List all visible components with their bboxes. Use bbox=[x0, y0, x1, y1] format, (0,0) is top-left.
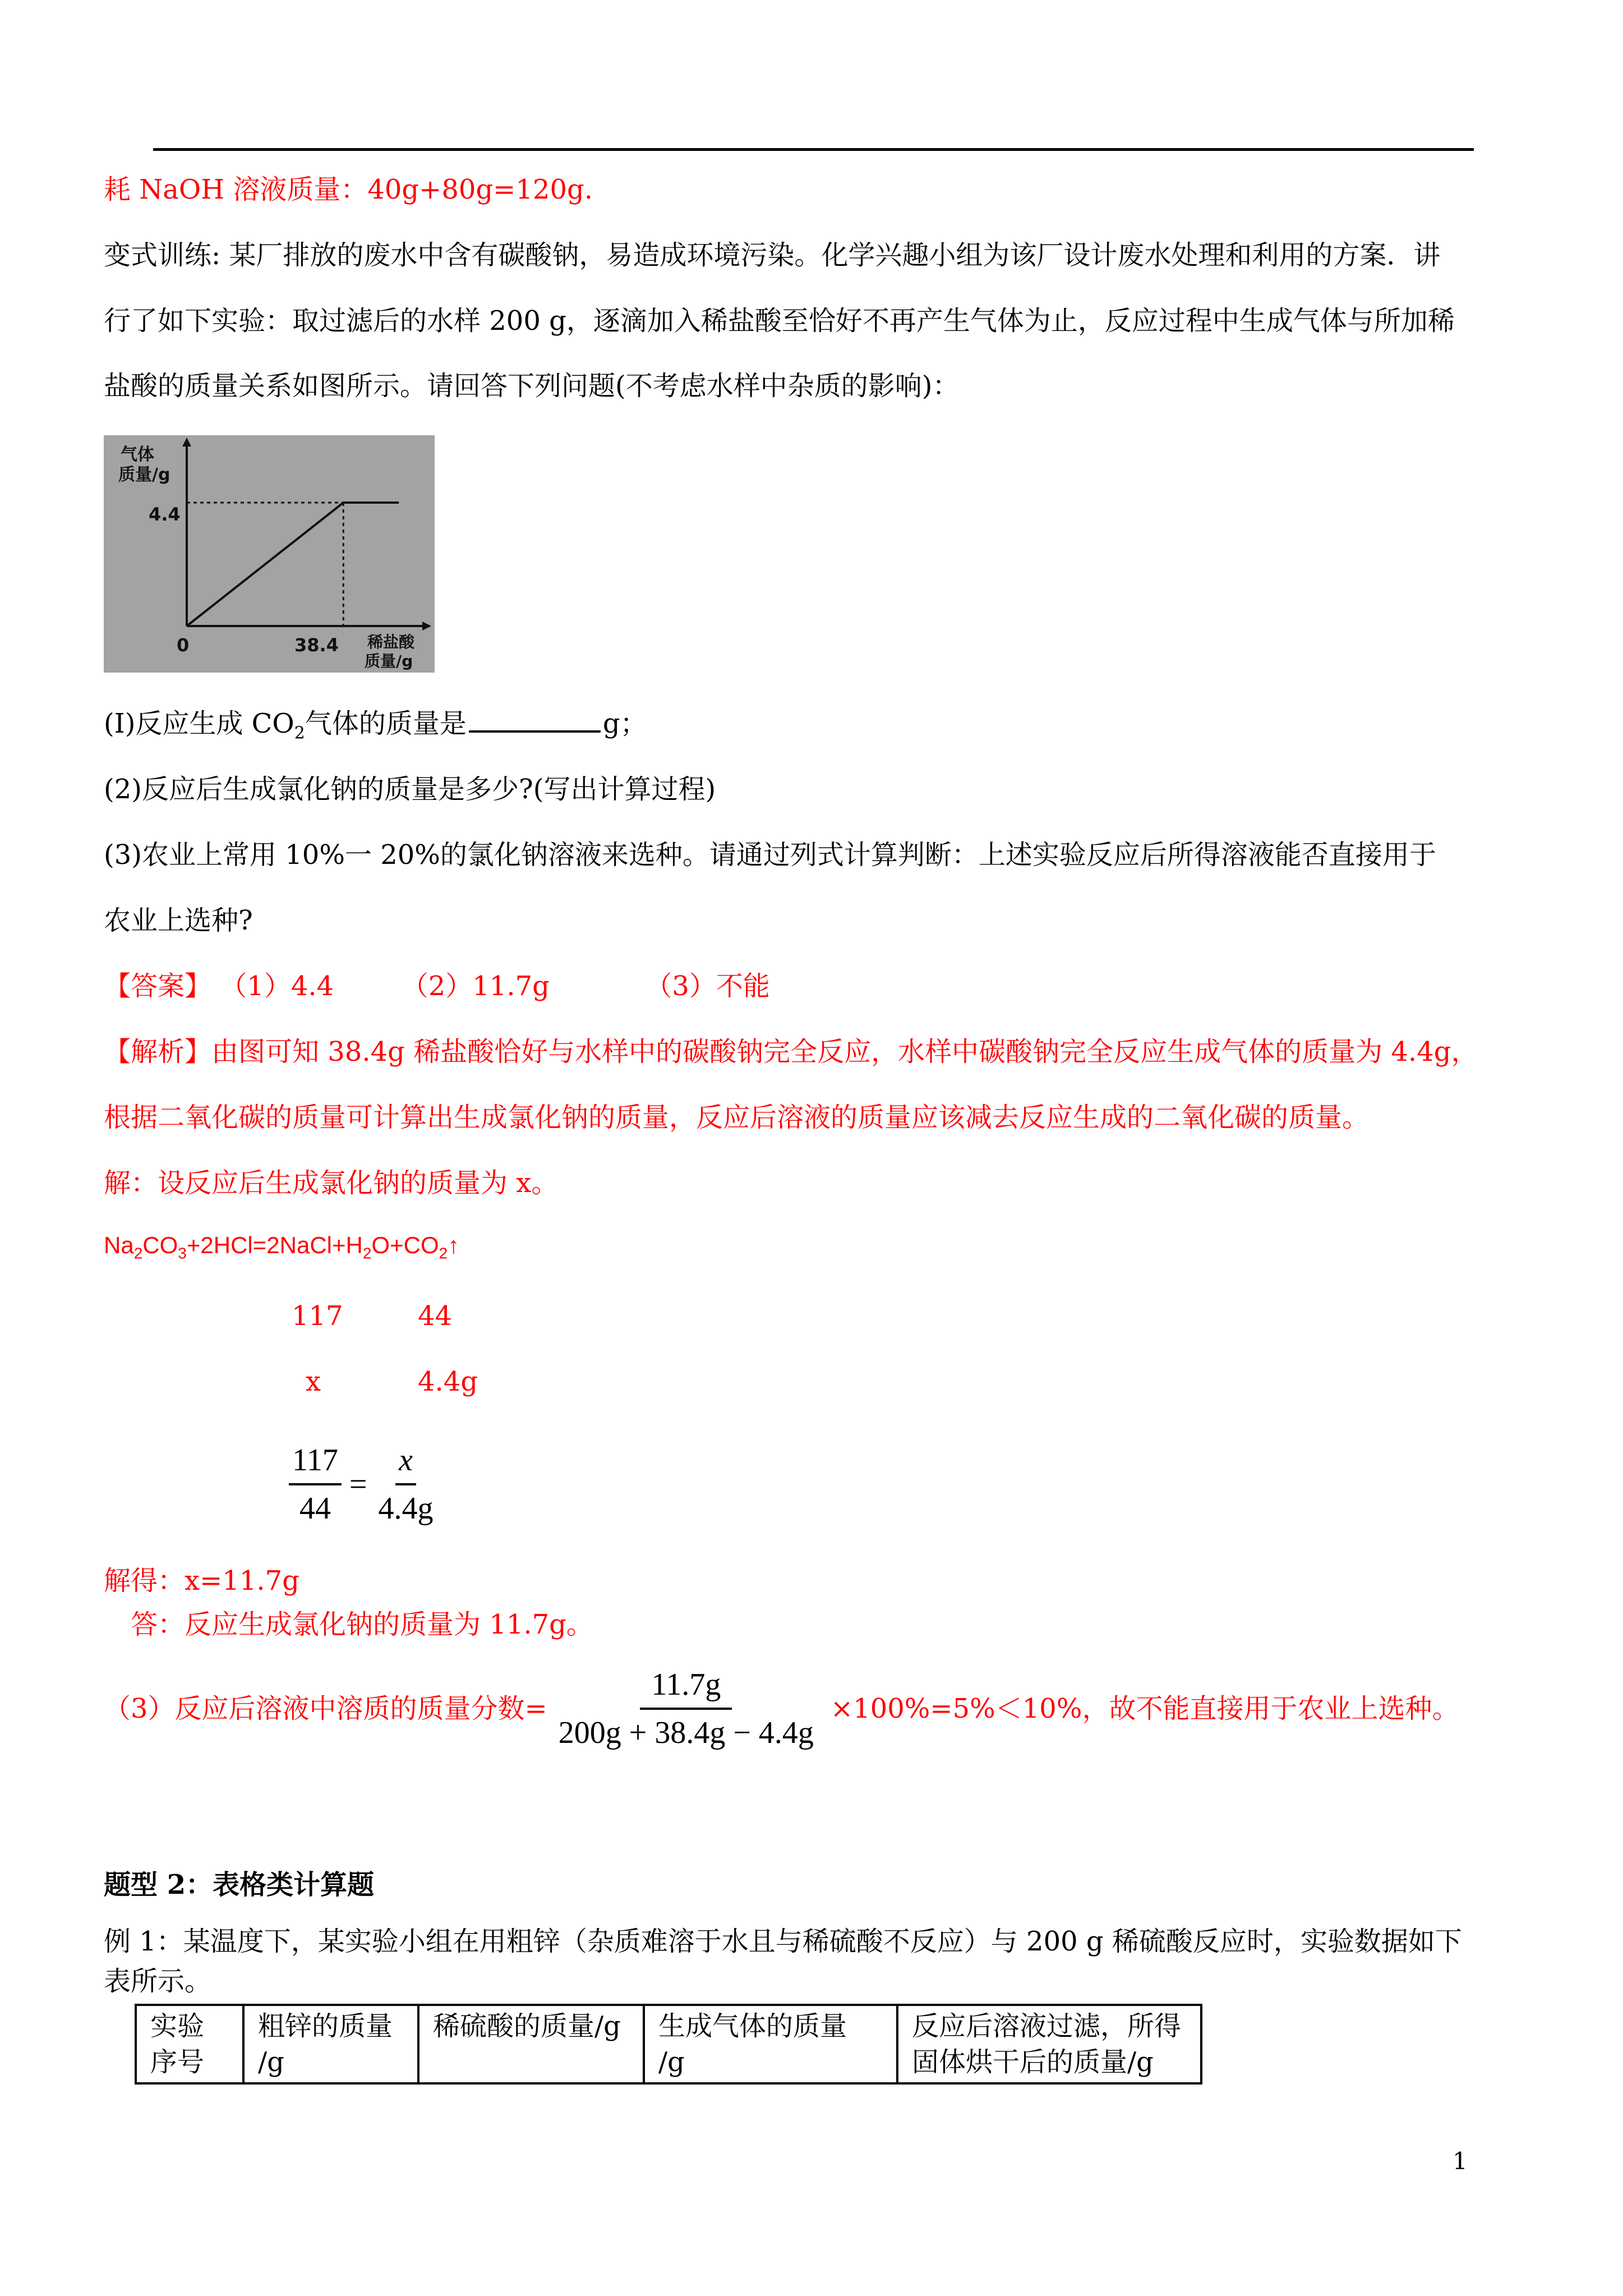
header-rule bbox=[153, 148, 1474, 151]
chart-origin-label: 0 bbox=[177, 634, 190, 656]
q1-middle: 气体的质量是 bbox=[305, 708, 467, 739]
chemical-equation bbox=[104, 1230, 459, 1269]
question-1 bbox=[104, 707, 647, 751]
eq-part-4: O+CO bbox=[371, 1232, 439, 1258]
eq-sub-3: 2 bbox=[362, 1244, 372, 1262]
eq-part-3: +2HCl=2NaCl+H bbox=[186, 1232, 363, 1258]
q1-unit: g； bbox=[602, 708, 647, 739]
series-line bbox=[187, 503, 399, 626]
table-header-cell: 稀硫酸的质量/g bbox=[418, 2005, 644, 2083]
solution-setup: 解：设反应后生成氯化钠的质量为 x。 bbox=[104, 1167, 559, 1199]
table-header-row bbox=[136, 2005, 1201, 2083]
experiment-table bbox=[135, 2004, 1202, 2085]
answer-tag: 【答案】 bbox=[104, 970, 212, 1002]
mass-fraction-suffix: ×100%=5%＜10%，故不能直接用于农业上选种。 bbox=[830, 1693, 1459, 1724]
question-3-line-1: (3)农业上常用 10%一 20%的氯化钠溶液来选种。请通过列式计算判断：上述实验反应后所得溶液能否直接用于 bbox=[104, 839, 1436, 871]
chart-svg bbox=[104, 435, 435, 673]
chart-x-tick-label: 38.4 bbox=[294, 634, 339, 656]
chart-ylabel-line2: 质量/g bbox=[118, 465, 170, 485]
intro-line-2: 行了如下实验：取过滤后的水样 200 g，逐滴加入稀盐酸至恰好不再产生气体为止，反应过程中生成气体与所加稀 bbox=[104, 305, 1455, 337]
previous-answer-line: 耗 NaOH 溶液质量：40g+80g=120g. bbox=[104, 174, 593, 205]
mass-fraction-prefix: （3）反应后溶液中溶质的质量分数= bbox=[104, 1693, 547, 1724]
ratio-row-2-right: 4.4g bbox=[418, 1366, 478, 1397]
chart-y-tick-label: 4.4 bbox=[149, 504, 181, 525]
table-header-cell: 生成气体的质量 /g bbox=[644, 2005, 897, 2083]
question-3-line-2: 农业上选种? bbox=[104, 905, 253, 936]
chart-ylabel-line1: 气体 bbox=[121, 445, 154, 464]
intro-line-1: 变式训练: 某厂排放的废水中含有碳酸钠，易造成环境污染。化学兴趣小组为该厂设计废水处理和利用的方案．讲 bbox=[104, 240, 1441, 271]
analysis-tag: 【解析】 bbox=[104, 1036, 212, 1068]
gas-mass-chart bbox=[104, 435, 435, 673]
intro-line-3: 盐酸的质量关系如图所示。请回答下列问题(不考虑水样中杂质的影响)： bbox=[104, 370, 960, 402]
table-header-cell: 实验 序号 bbox=[136, 2005, 243, 2083]
eq-part-2: CO bbox=[142, 1232, 178, 1258]
fraction-left: $\frac{117}{44}$ bbox=[289, 1441, 342, 1528]
example-line-2: 表所示。 bbox=[104, 1966, 212, 1997]
example-line-1: 例 1：某温度下，某实验小组在用粗锌（杂质难溶于水且与稀硫酸不反应）与 200 g 稀硫酸反应时，实验数据如下 bbox=[104, 1926, 1462, 1957]
eq-sub-2: 3 bbox=[178, 1244, 187, 1262]
q1-prefix: (I)反应生成 CO bbox=[104, 708, 294, 739]
analysis-line-1 bbox=[104, 1035, 1478, 1069]
chart-xlabel-line1: 稀盐酸 bbox=[367, 633, 415, 651]
equals-sign: = bbox=[349, 1467, 367, 1502]
q1-answer-blank[interactable] bbox=[469, 708, 601, 733]
eq-part-1: Na bbox=[104, 1232, 134, 1258]
mass-fraction-line bbox=[104, 1665, 1459, 1752]
analysis-line-2: 根据二氧化碳的质量可计算出生成氯化钠的质量，反应后溶液的质量应该减去反应生成的二氧化碳的质量。 bbox=[104, 1102, 1370, 1133]
question-2: (2)反应后生成氯化钠的质量是多少?(写出计算过程) bbox=[104, 774, 716, 805]
table-header-cell: 反应后溶液过滤，所得 固体烘干后的质量/g bbox=[897, 2005, 1201, 2083]
ratio-row-1-left: 117 bbox=[292, 1300, 343, 1332]
gas-arrow-icon: ↑ bbox=[448, 1232, 460, 1258]
ratio-row-2-left: x bbox=[306, 1366, 321, 1397]
result-line: 解得：x=11.7g bbox=[104, 1565, 299, 1596]
section-title: 题型 2：表格类计算题 bbox=[104, 1869, 375, 1901]
analysis-text-1: 由图可知 38.4g 稀盐酸恰好与水样中的碳酸钠完全反应，水样中碳酸钠完全反应生成气体的质量为 4.4g， bbox=[211, 1036, 1478, 1068]
x-axis-arrow-icon bbox=[422, 622, 431, 631]
answer-line bbox=[104, 969, 770, 1003]
proportion-equation bbox=[289, 1441, 437, 1528]
answer-3: （3）不能 bbox=[645, 970, 770, 1002]
conclusion-line: 答：反应生成氯化钠的质量为 11.7g。 bbox=[131, 1609, 593, 1640]
mass-fraction: $\frac{11.7g}{200g + 38.4g - 4.4g}$ bbox=[547, 1665, 825, 1752]
q1-subscript: 2 bbox=[294, 723, 305, 743]
ratio-row-1-right: 44 bbox=[418, 1300, 453, 1332]
eq-sub-1: 2 bbox=[133, 1244, 143, 1262]
fraction-right: $\frac{x}{4.4g}$ bbox=[375, 1441, 437, 1528]
answer-1: （1）4.4 bbox=[220, 970, 334, 1002]
eq-sub-4: 2 bbox=[439, 1244, 448, 1262]
table-header-cell: 粗锌的质量 /g bbox=[243, 2005, 418, 2083]
answer-2: （2）11.7g bbox=[401, 970, 550, 1002]
chart-xlabel-line2: 质量/g bbox=[365, 652, 413, 670]
y-axis-arrow-icon bbox=[182, 438, 191, 447]
page-number: 1 bbox=[1453, 2147, 1468, 2175]
